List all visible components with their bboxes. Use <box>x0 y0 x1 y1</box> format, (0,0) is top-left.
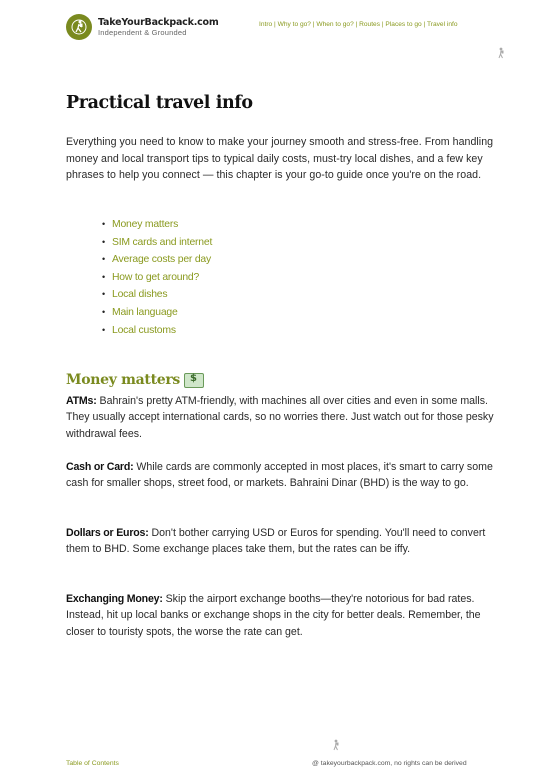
section-heading <box>66 372 204 388</box>
paragraph-atms: ATMs: Bahrain's pretty ATM-friendly, with machines all over cities and even in some malls. They usually accept international cards, so no worries there. Just watch out for those pesky withdrawal fees. <box>66 395 494 440</box>
brand-tagline: Independent & Grounded <box>98 28 187 37</box>
paragraph-cash-or-card: Cash or Card: While cards are commonly accepted in most places, it's smart to carry some cash for smaller shops, street food, or markets. Bahraini Dinar (BHD) is the way to go. <box>66 461 493 490</box>
toc-item-money-matters[interactable]: • Money matters <box>102 219 179 230</box>
toc-item-sim-cards[interactable]: • SIM cards and internet <box>102 236 213 248</box>
footer-copyright: @ takeyourbackpack.com, no rights can be derived <box>312 760 467 767</box>
brand-logo[interactable] <box>66 14 219 40</box>
nav-routes[interactable]: Routes <box>359 21 381 28</box>
nav-travel-info[interactable]: Travel info <box>426 21 458 28</box>
page-header <box>0 0 550 64</box>
section-title: Money matters <box>66 372 181 388</box>
hiker-icon <box>496 46 506 64</box>
nav-places-to-go[interactable]: Places to go <box>385 21 422 28</box>
money-icon <box>184 373 204 388</box>
chapter-contents-list <box>102 216 212 339</box>
globe-hiker-icon <box>66 14 92 40</box>
toc-item-average-costs[interactable]: • Average costs per day <box>102 254 211 266</box>
intro-paragraph: Everything you need to know to make your journey smooth and stress-free. From handling money and local transport tips to typical daily costs, must-try local dishes, and a few key phrases to help you connect — this chapter is your go-to guide once you're on the road. <box>66 136 494 181</box>
nav-why-to-go[interactable]: Why to go? <box>277 21 311 28</box>
table-of-contents-link[interactable]: Table of Contents <box>66 760 119 767</box>
toc-item-main-language[interactable]: • Main language <box>102 306 178 318</box>
nav-when-to-go[interactable]: When to go? <box>316 21 354 28</box>
hiker-icon <box>331 738 341 756</box>
brand-name: TakeYourBackpack.com <box>98 16 219 28</box>
nav-intro[interactable]: Intro <box>259 21 273 28</box>
toc-item-local-dishes[interactable]: • Local dishes <box>102 289 168 301</box>
page-title: Practical travel info <box>66 93 253 113</box>
toc-item-getting-around[interactable]: • How to get around? <box>102 271 200 283</box>
toc-item-local-customs[interactable]: • Local customs <box>102 324 176 336</box>
top-navigation: Intro | Why to go? | When to go? | Routes | Places to go | Travel info <box>259 21 458 28</box>
paragraph-dollars-or-euros: Dollars or Euros: Don't bother carrying USD or Euros for spending. You'll need to convert them to BHD. Some exchange places take them, but the rates can be iffy. <box>66 527 486 556</box>
paragraph-exchanging-money: Exchanging Money: Skip the airport exchange booths—they're notorious for bad rates. Instead, hit up local banks or exchange shops in the city for better deals. Remember, the closer to touristy spots, the worse the rate can get. <box>66 593 481 638</box>
